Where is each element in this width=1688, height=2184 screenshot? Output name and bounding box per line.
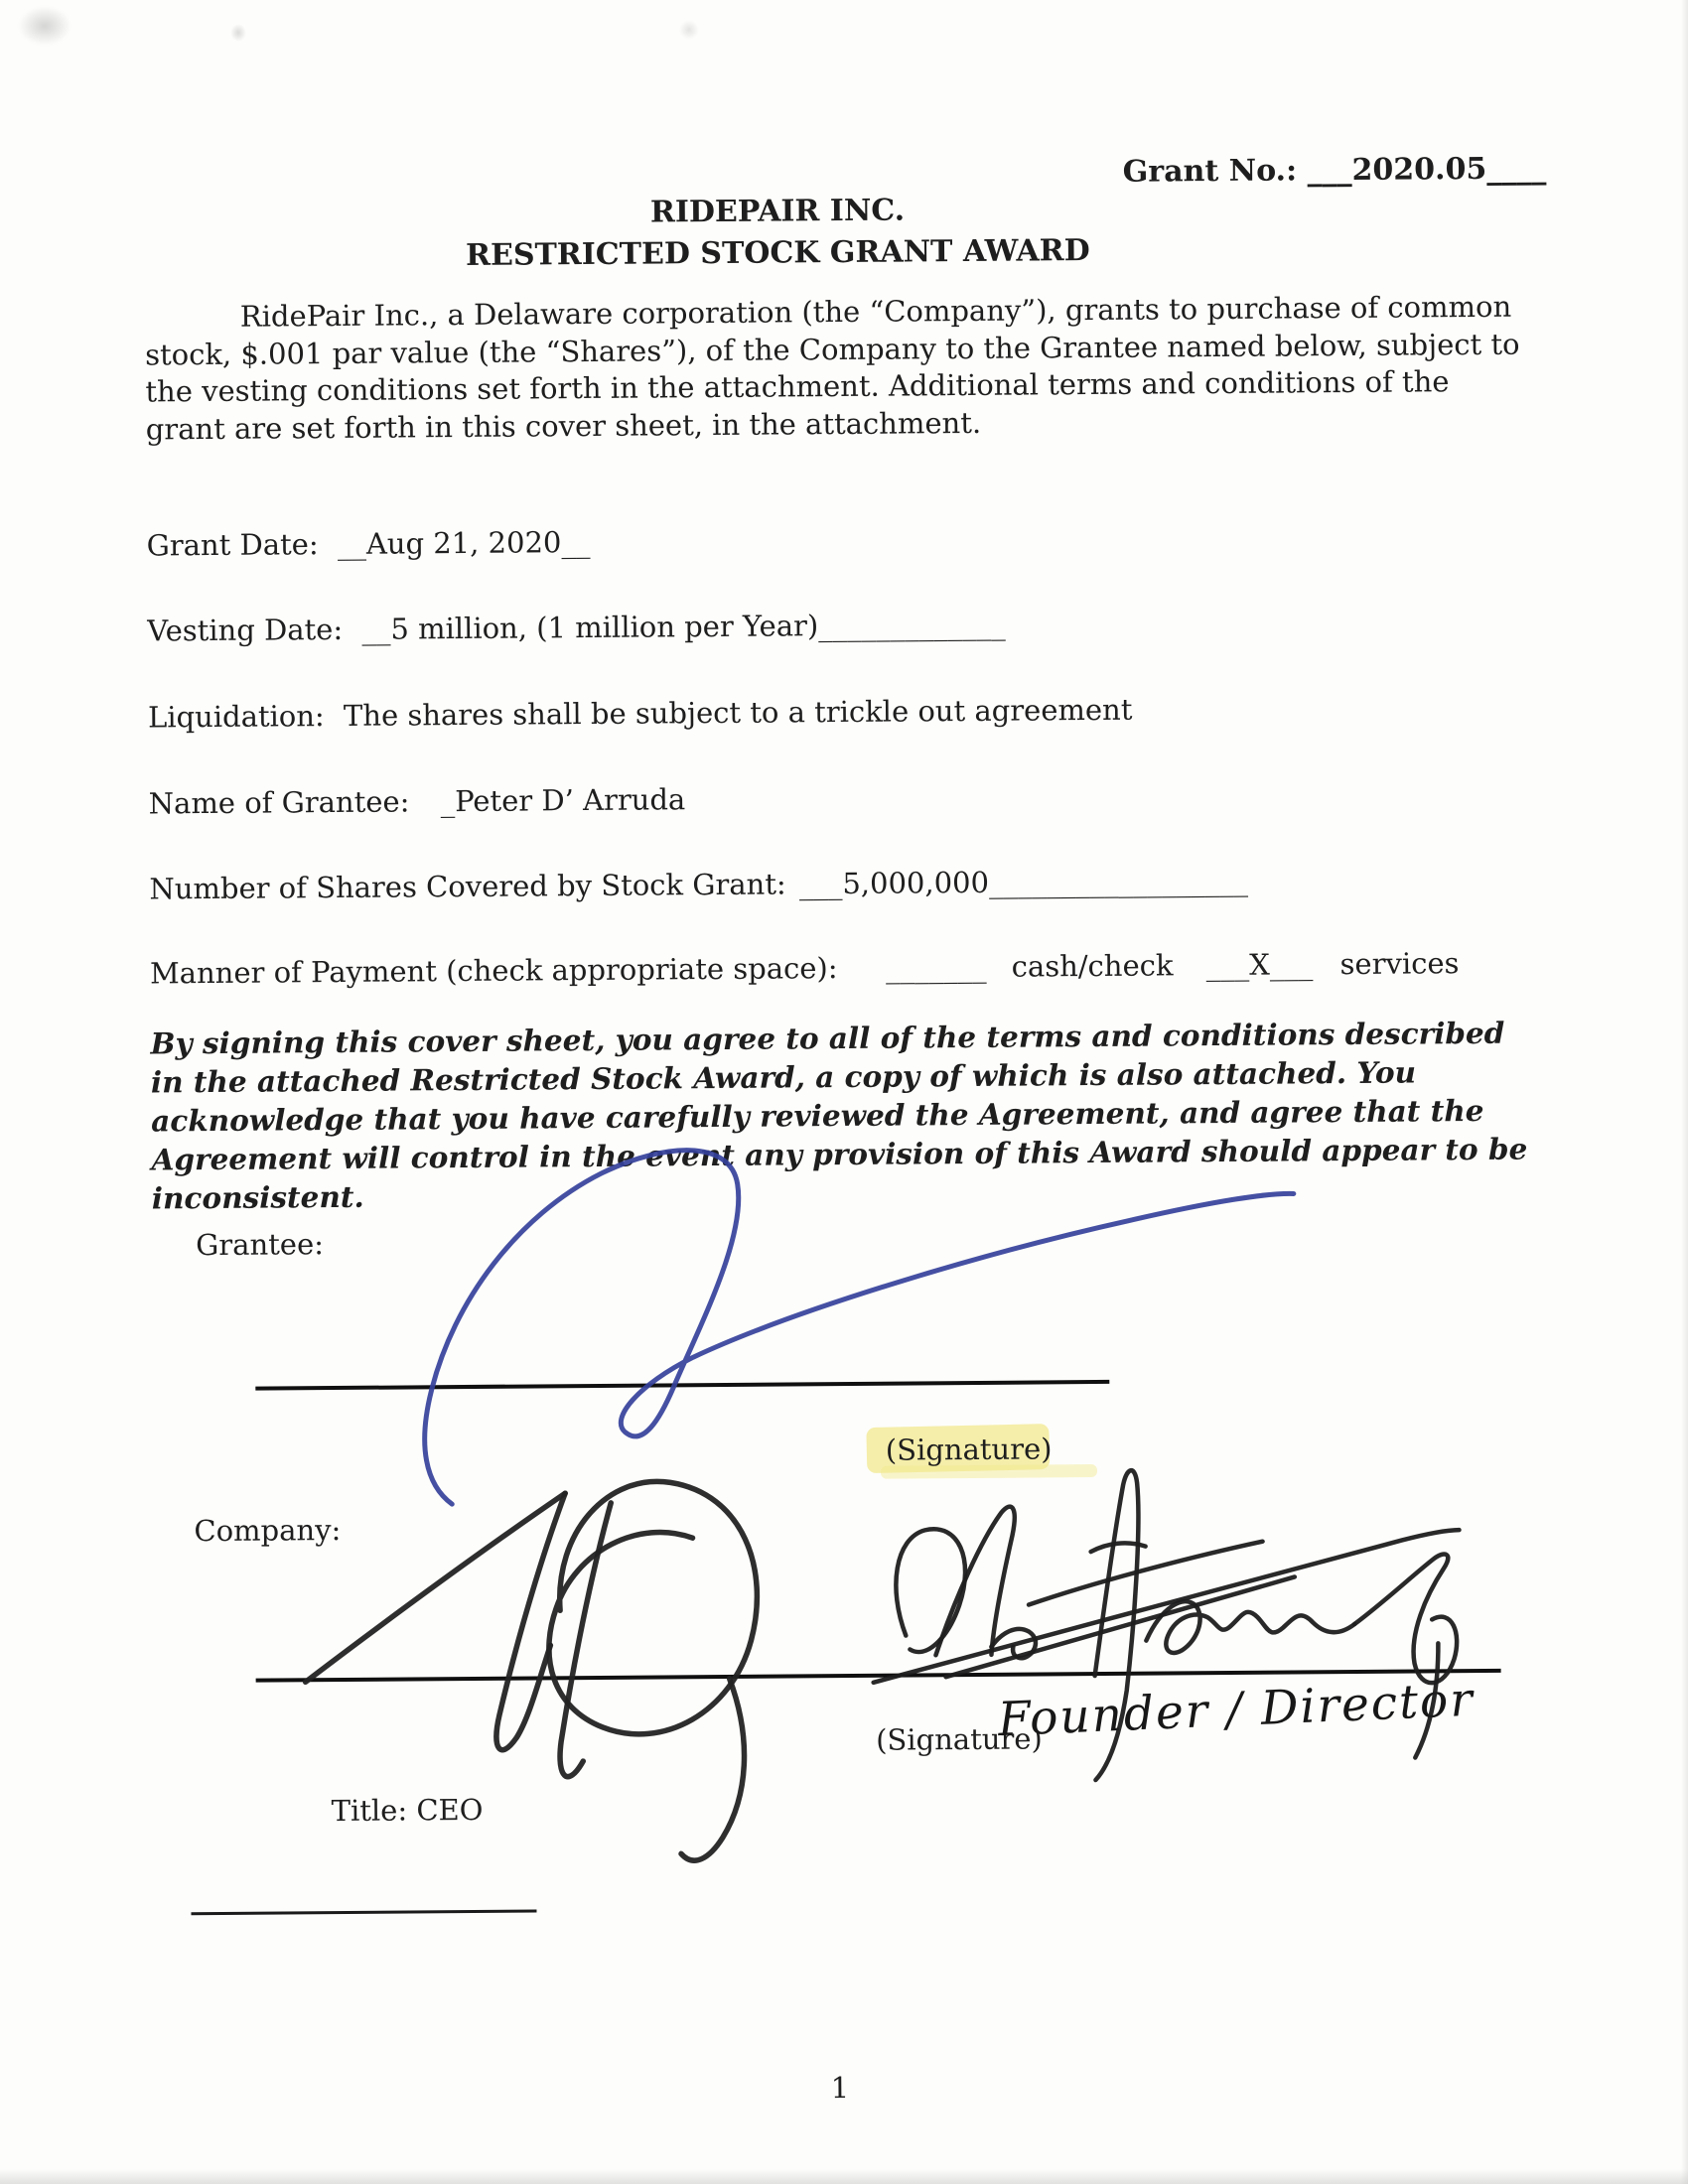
grantee-signature-caption: (Signature): [885, 1432, 1053, 1467]
vesting-date-row: [147, 608, 1006, 648]
liquidation-value: The shares shall be subject to a trickle out agreement: [343, 692, 1133, 733]
award-title: RESTRICTED STOCK GRANT AWARD: [465, 233, 1090, 273]
liquidation-row: [148, 693, 1133, 735]
liquidation-label: Liquidation:: [147, 699, 325, 735]
shares-row: [149, 864, 1248, 906]
company-name-title: RIDEPAIR INC.: [649, 193, 906, 230]
payment-row-label: Manner of Payment (check appropriate space):: [149, 951, 838, 991]
payment-cash-label: cash/check: [1011, 948, 1174, 984]
document-title: [72, 186, 1483, 280]
vesting-date-value: __5 million, (1 million per Year)_____________: [361, 607, 1006, 646]
payment-services-label: services: [1339, 946, 1460, 982]
grant-number-label: Grant No.:: [1122, 153, 1298, 190]
company-title-line: Title: CEO: [331, 1792, 484, 1829]
agreement-paragraph: By signing this cover sheet, you agree to all of the terms and conditions described in the attached Restricted Stock Award, a copy of which is also attached. You acknowledge that you have carefully reviewed the Agreement, and agree that the Agreement will control in the event any provision of this Award should appear to be inconsistent.: [150, 1015, 1528, 1216]
page-number: 1: [830, 2070, 850, 2106]
grant-date-value: __Aug 21, 2020__: [337, 524, 591, 561]
grantee-name-label: Name of Grantee:: [148, 784, 410, 821]
shares-label: Number of Shares Covered by Stock Grant:: [149, 867, 786, 906]
grantee-signature-line: [255, 1380, 1109, 1391]
handwritten-title-text: Founder / Director: [996, 1672, 1476, 1748]
grantee-name-value: _Peter D’ Arruda: [440, 782, 686, 819]
grant-number-value: ___2020.05____: [1307, 151, 1547, 189]
blank-line: [191, 1909, 536, 1915]
grantee-name-row: [149, 782, 686, 820]
company-section-label: Company:: [194, 1512, 342, 1549]
vesting-date-label: Vesting Date:: [147, 612, 344, 648]
company-signature-caption: (Signature): [875, 1721, 1043, 1757]
shares-value: ___5,000,000__________________: [798, 863, 1249, 901]
payment-cash-blank: _______: [885, 949, 987, 985]
grantee-section-label: Grantee:: [196, 1227, 325, 1263]
grant-date-row: [147, 525, 591, 563]
grant-date-label: Grant Date:: [146, 527, 319, 563]
grant-number-line: [1123, 151, 1547, 189]
intro-paragraph: RidePair Inc., a Delaware corporation (the “Company”), grants to purchase of common stock, $.001 par value (the “Shares”), of the Company to the Grantee named below, subject to the vesting conditions set forth in the attachment. Additional terms and conditions of the grant are set forth in this cover sheet, in the attachment.: [145, 289, 1520, 447]
payment-row-values: [886, 946, 1460, 985]
payment-services-checked-blank: ___X___: [1205, 947, 1314, 983]
